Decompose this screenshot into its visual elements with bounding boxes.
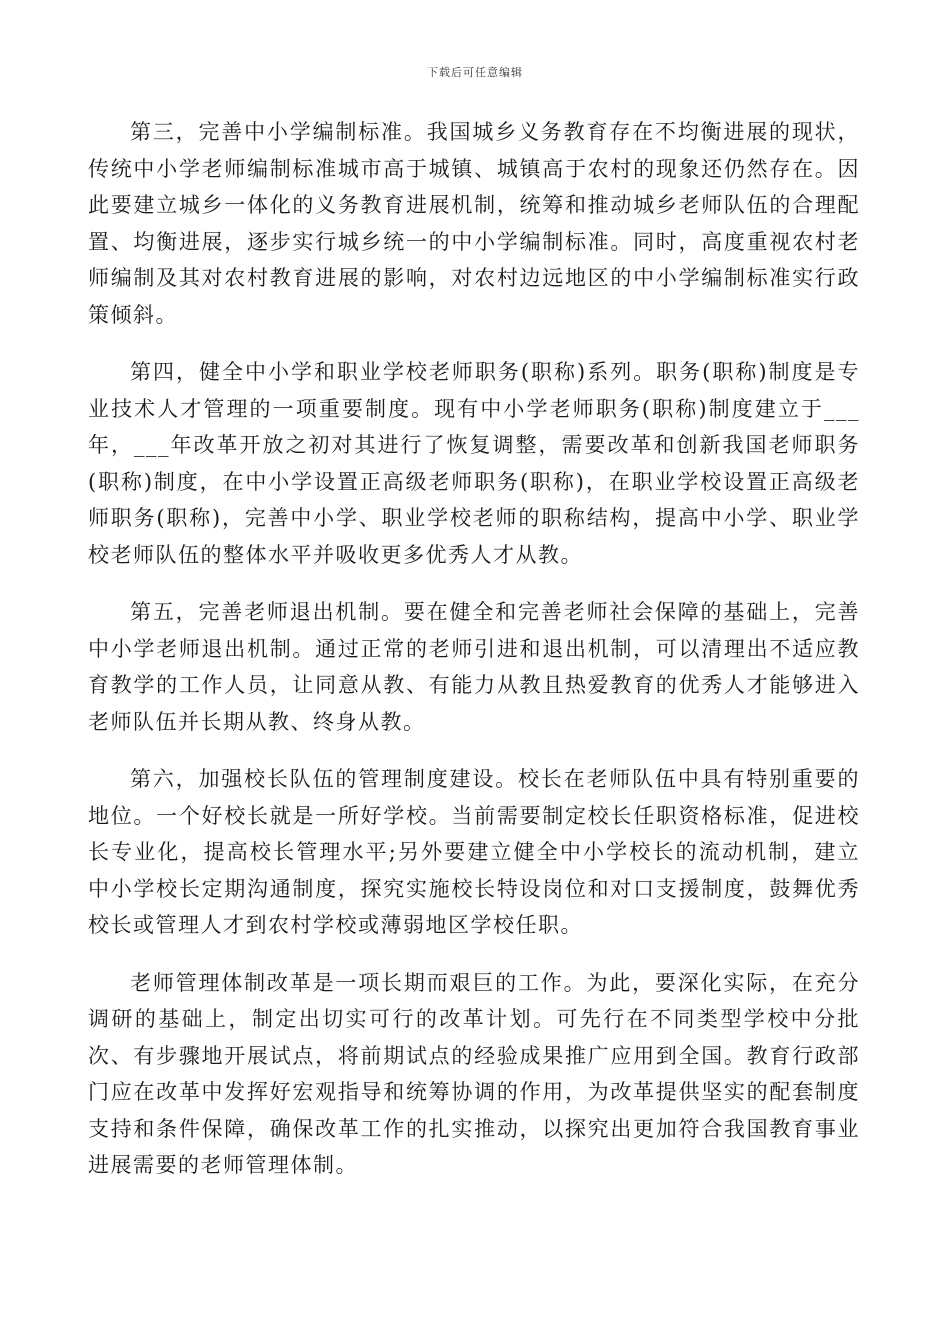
paragraph-conclusion: 老师管理体制改革是一项长期而艰巨的工作。为此，要深化实际，在充分调研的基础上，制定出切实可行的改革计划。可先行在不同类型学校中分批次、有步骤地开展试点，将前期试点的经验成果推广应用到全国。教育行政部门应在改革中发挥好宏观指导和统筹协调的作用，为改革提供坚实的配套制度支持和条件保障，确保改革工作的扎实推动，以探究出更加符合我国教育事业进展需要的老师管理体制。 xyxy=(88,970,860,1177)
paragraph-fourth-point: 第四，健全中小学和职业学校老师职务(职称)系列。职务(职称)制度是专业技术人才管理的一项重要制度。现有中小学老师职务(职称)制度建立于___年，___年改革开放之初对其进行了恢复调整，需要改革和创新我国老师职务(职称)制度，在中小学设置正高级老师职务(职称)，在职业学校设置正高级老师职务(职称)，完善中小学、职业学校老师的职称结构，提高中小学、职业学校老师队伍的整体水平并吸收更多优秀人才从教。 xyxy=(88,360,860,567)
page-header: 下载后可任意编辑 xyxy=(427,66,523,79)
paragraph-sixth-point: 第六，加强校长队伍的管理制度建设。校长在老师队伍中具有特别重要的地位。一个好校长就是一所好学校。当前需要制定校长任职资格标准，促进校长专业化，提高校长管理水平;另外要建立健全中小学校长的流动机制，建立中小学校长定期沟通制度，探究实施校长特设岗位和对口支援制度，鼓舞优秀校长或管理人才到农村学校或薄弱地区学校任职。 xyxy=(88,767,860,937)
document-body xyxy=(88,114,860,1205)
paragraph-fifth-point: 第五，完善老师退出机制。要在健全和完善老师社会保障的基础上，完善中小学老师退出机制。通过正常的老师引进和退出机制，可以清理出不适应教育教学的工作人员，让同意从教、有能力从教且热爱教育的优秀人才能够进入老师队伍并长期从教、终身从教。 xyxy=(88,600,860,734)
paragraph-third-point: 第三，完善中小学编制标准。我国城乡义务教育存在不均衡进展的现状，传统中小学老师编制标准城市高于城镇、城镇高于农村的现象还仍然存在。因此要建立城乡一体化的义务教育进展机制，统筹和推动城乡老师队伍的合理配置、均衡进展，逐步实行城乡统一的中小学编制标准。同时，高度重视农村老师编制及其对农村教育进展的影响，对农村边远地区的中小学编制标准实行政策倾斜。 xyxy=(88,120,860,327)
